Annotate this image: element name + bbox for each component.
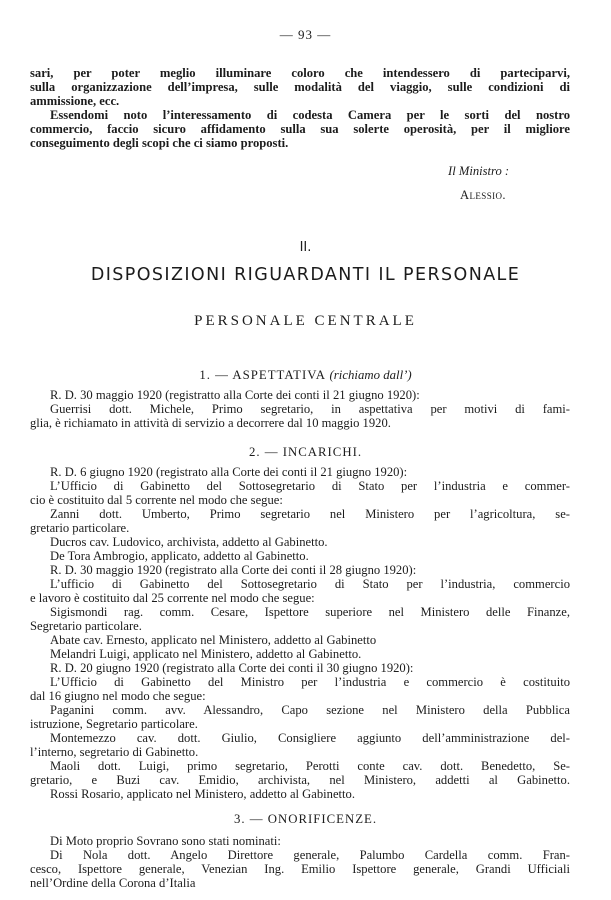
intro-line-2: sulla organizzazione dell’impresa, sulle modalità del viaggio, sulle condizioni di — [30, 80, 570, 94]
section-1-heading-text: 1. — ASPETTATIVA — [199, 368, 326, 382]
section-2-line-6: Ducros cav. Ludovico, archivista, addetto al Gabinetto. — [50, 535, 328, 549]
section-1-heading-note: (richiamo dall’) — [329, 368, 412, 382]
section-3-line-2: Di Nola dott. Angelo Direttore generale, Palumbo Cardella comm. Fran- — [50, 848, 570, 862]
section-2-line-18: Paganini comm. avv. Alessandro, Capo sezione nel Ministero della Pubblica — [50, 703, 570, 717]
section-2-line-16: L’Ufficio di Gabinetto del Ministro per l’industria e commercio è costituito — [50, 675, 570, 689]
section-2-line-13: Abate cav. Ernesto, applicato nel Ministero, addetto al Gabinetto — [50, 633, 377, 647]
part-title: DISPOSIZIONI RIGUARDANTI IL PERSONALE — [90, 265, 521, 285]
signature-title: Il Ministro : — [448, 164, 510, 178]
section-2-line-21: l’interno, segretario di Gabinetto. — [30, 745, 199, 759]
section-2-line-8: R. D. 30 maggio 1920 (registrato alla Corte dei conti il 28 giugno 1920): — [50, 563, 417, 577]
part-roman-numeral: II. — [299, 240, 312, 255]
section-2-line-19: istruzione, Segretario particolare. — [30, 717, 198, 731]
section-2-line-24: Rossi Rosario, applicato nel Ministero, addetto al Gabinetto. — [50, 787, 355, 801]
page-number: — 93 — — [279, 27, 332, 42]
section-3-heading: 3. — ONORIFICENZE. — [233, 812, 378, 826]
part-subtitle: PERSONALE CENTRALE — [194, 313, 417, 329]
section-2-line-5: gretario particolare. — [30, 521, 130, 535]
intro-line-1: sari, per poter meglio illuminare coloro che intendessero di parteciparvi, — [30, 66, 570, 80]
section-2-line-3: cio è costituito dal 5 corrente nel modo che segue: — [30, 493, 283, 507]
signature-name: Alessio. — [460, 188, 506, 202]
intro-line-4: Essendomi noto l’interessamento di codesta Camera per le sorti del nostro — [50, 108, 570, 122]
section-1-line-1: R. D. 30 maggio 1920 (registratto alla Corte dei conti il 21 giugno 1920): — [50, 388, 420, 402]
section-2-line-23: gretario, e Buzi cav. Emidio, archivista, nel Ministero, addetti al Gabinetto. — [30, 773, 570, 787]
section-2-line-2: L’Ufficio di Gabinetto del Sottosegretario di Stato per l’industria e commer- — [50, 479, 570, 493]
section-2-line-10: e lavoro è costituito dal 25 corrente nel modo che segue: — [30, 591, 315, 605]
section-2-line-1: R. D. 6 giugno 1920 (registrato alla Corte dei conti il 21 giugno 1920): — [50, 465, 408, 479]
section-3-line-3: cesco, Ispettore generale, Venezian Ing. Emilio Ispettore generale, Grandi Ufficiali — [30, 862, 570, 876]
section-2-line-20: Montemezzo cav. dott. Giulio, Consigliere aggiunto dell’amministrazione del- — [50, 731, 570, 745]
intro-line-3: ammissione, ecc. — [30, 94, 120, 108]
section-2-line-22: Maoli dott. Luigi, primo segretario, Perotti conte cav. dott. Benedetto, Se- — [50, 759, 570, 773]
section-1-line-3: glia, è richiamato in attività di servizio a decorrere dal 10 maggio 1920. — [30, 416, 391, 430]
section-2-line-15: R. D. 20 giugno 1920 (registrato alla Corte dei conti il 30 giugno 1920): — [50, 661, 414, 675]
intro-line-5: commercio, faccio sicuro affidamento sulla sua solerte operosità, per il migliore — [30, 122, 570, 136]
section-2-heading: 2. — INCARICHI. — [248, 445, 363, 459]
section-1-heading — [100, 368, 511, 383]
section-2-line-9: L’ufficio di Gabinetto del Sottosegretario di Stato per l’industria, commercio — [50, 577, 570, 591]
section-2-line-14: Melandri Luigi, applicato nel Ministero, addetto al Gabinetto. — [50, 647, 362, 661]
section-3-line-1: Di Moto proprio Sovrano sono stati nominati: — [50, 834, 281, 848]
section-2-line-4: Zanni dott. Umberto, Primo segretario nel Ministero per l’agricoltura, se- — [50, 507, 570, 521]
section-1-line-2: Guerrisi dott. Michele, Primo segretario, in aspettativa per motivi di fami- — [50, 402, 570, 416]
intro-line-6: conseguimento degli scopi che ci siamo proposti. — [30, 136, 289, 150]
section-2-line-7: De Tora Ambrogio, applicato, addetto al Gabinetto. — [50, 549, 309, 563]
section-2-line-12: Segretario particolare. — [30, 619, 142, 633]
section-2-line-17: dal 16 giugno nel modo che segue: — [30, 689, 206, 703]
section-3-line-4: nell’Ordine della Corona d’Italia — [30, 876, 196, 890]
section-2-line-11: Sigismondi rag. comm. Cesare, Ispettore superiore nel Ministero delle Finanze, — [50, 605, 570, 619]
